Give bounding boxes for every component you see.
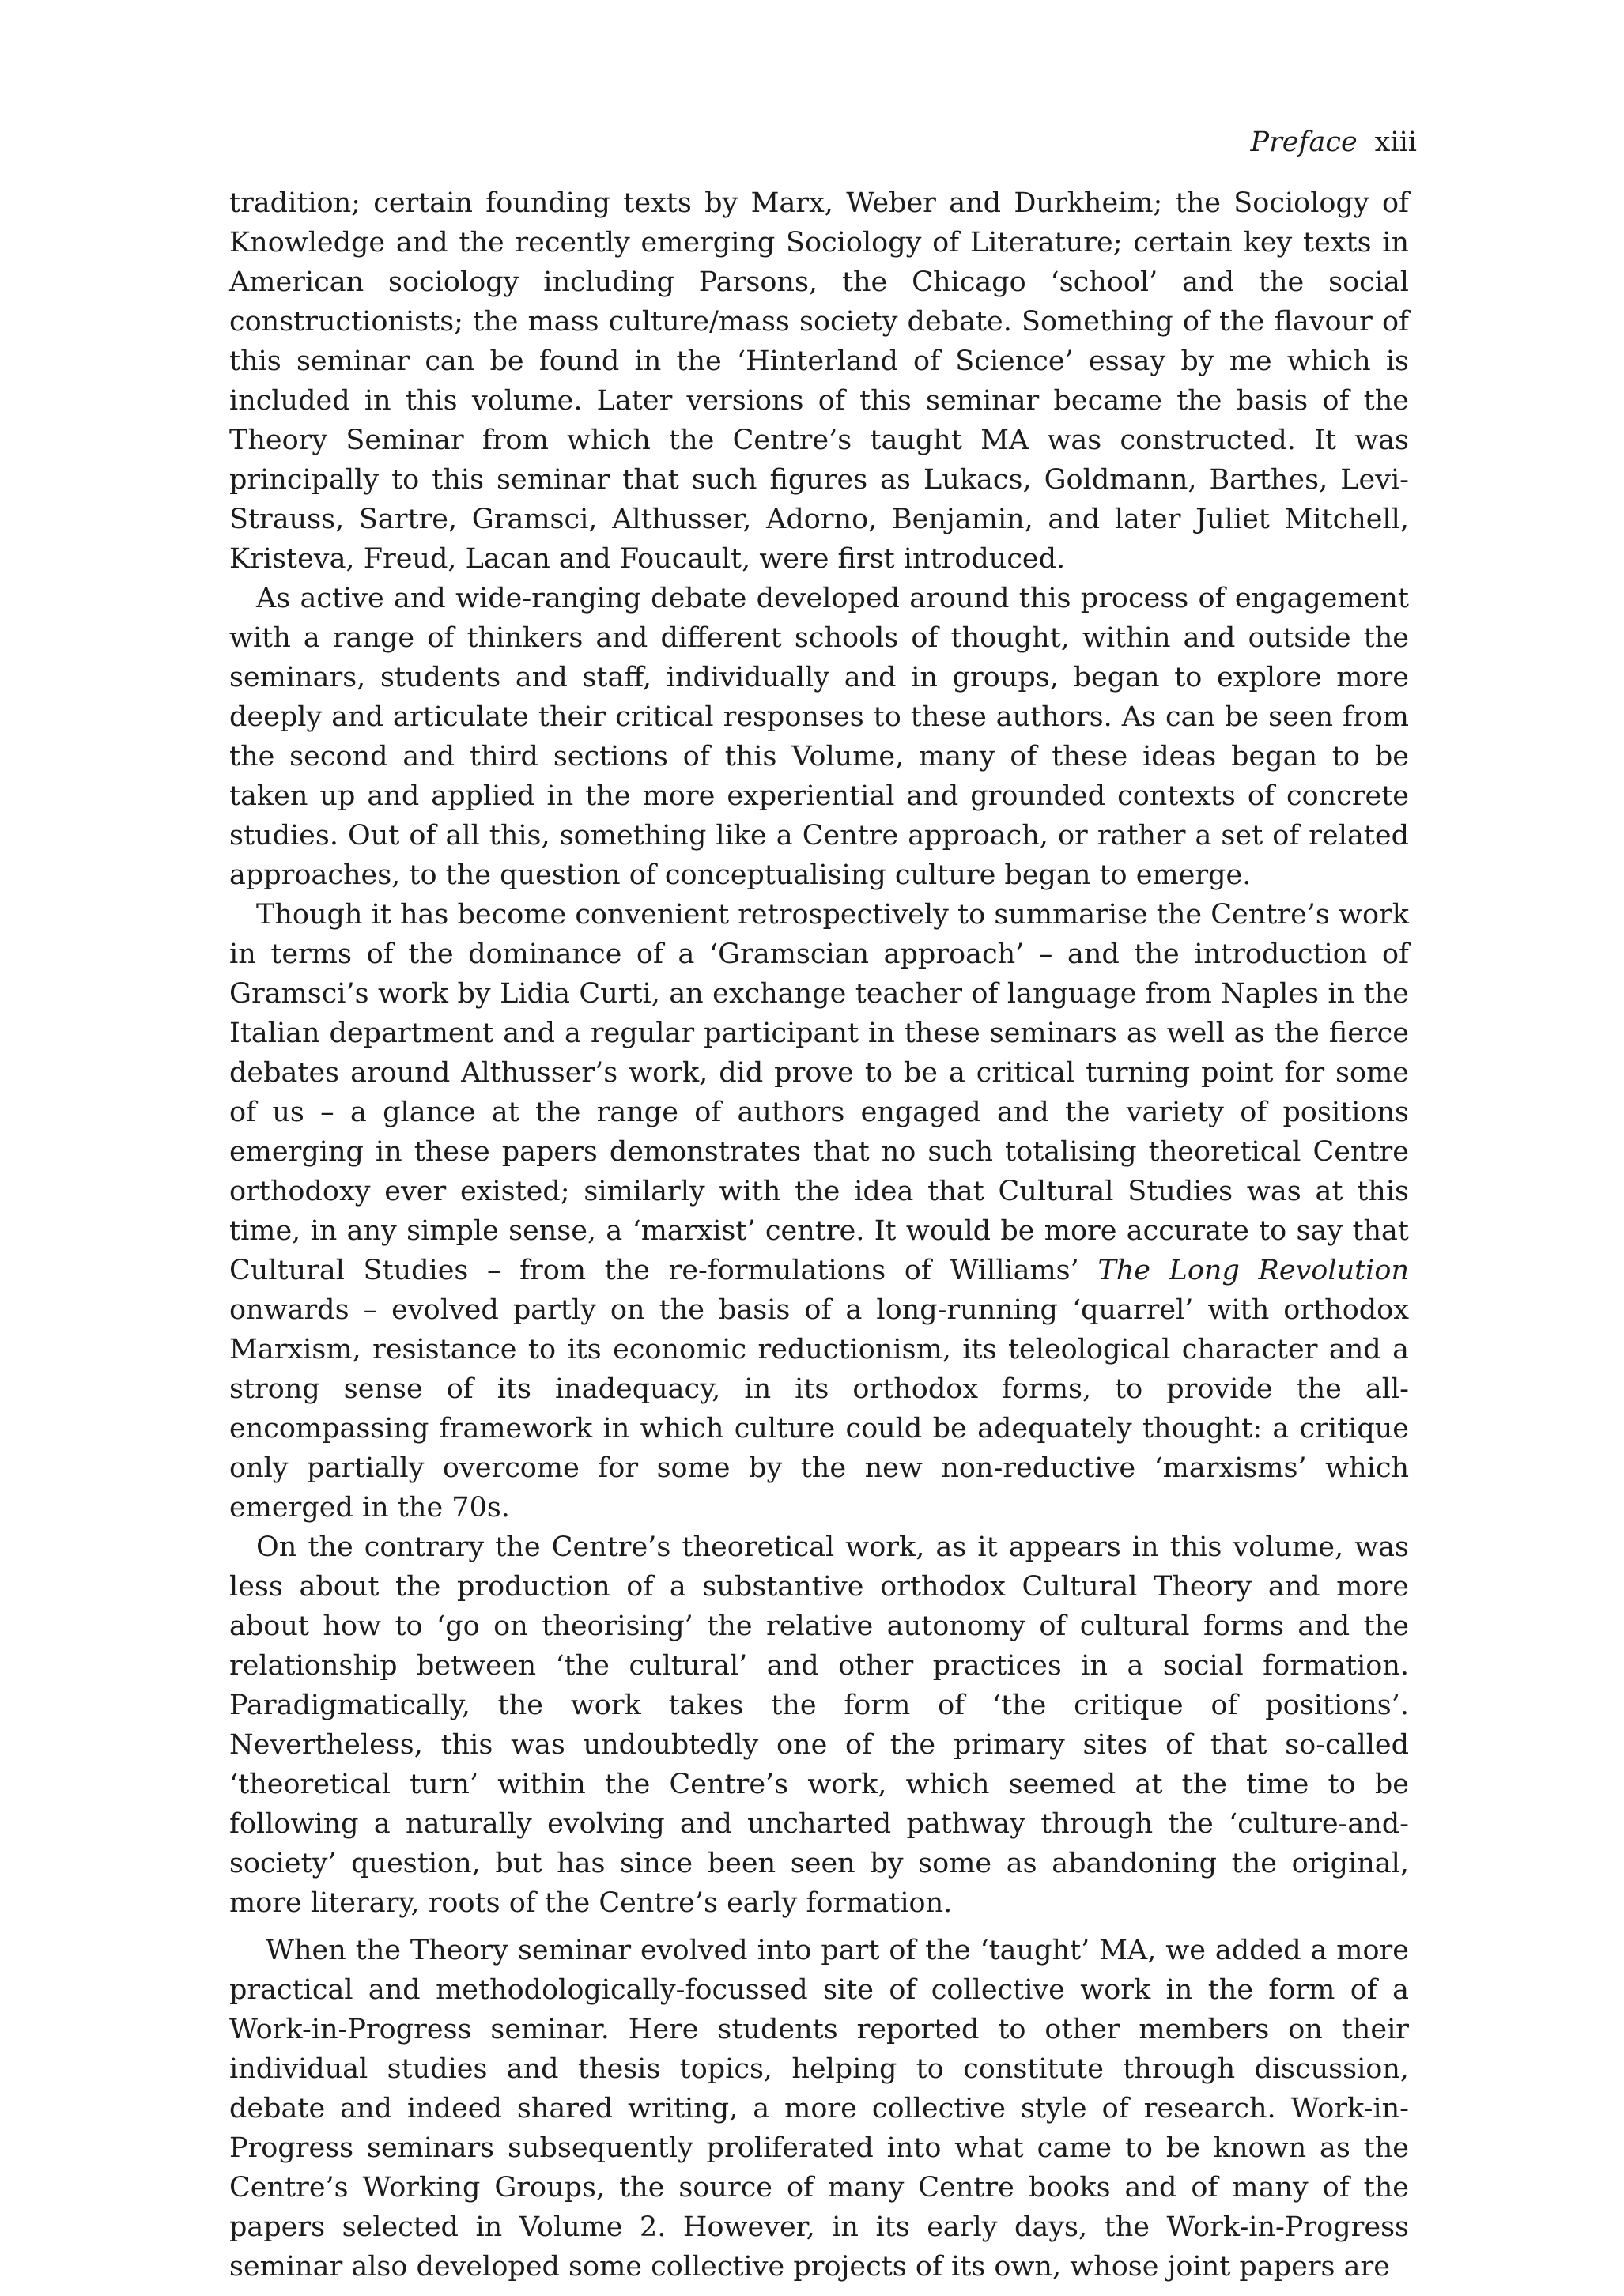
book-title-long-revolution: The Long Revolution	[1097, 1255, 1409, 1286]
paragraph-3-part-1: Though it has become convenient retrospectively to summarise the Centre’s work in terms of the dominance of a ‘Gramscian approach’ – and the introduction of Gramsci’s work by Lidia Curti, an exchange teacher of language from Naples in the Italian department and a regular participant in these seminars as well as the fierce debates around Althusser’s work, did prove to be a critical turning point for some of us – a glance at the range of authors engaged and the variety of positions emerging in these papers demonstrates that no such totalising theoretical Centre orthodoxy ever existed; similarly with the idea that Cultural Studies was at this time, in any simple sense, a ‘marxist’ centre. It would be more accurate to say that Cultural Studies – from the re-formulations of Williams’	[229, 899, 1409, 1286]
paragraph-5: When the Theory seminar evolved into part of the ‘taught’ MA, we added a more practical and methodologically-focussed site of collective work in the form of a Work-in-Progress seminar. Here students reported to other members on their individual studies and thesis topics, helping to constitute through discussion, debate and indeed shared writing, a more collective style of research. Work-in-Progress seminars subsequently proliferated into what came to be known as the Centre’s Working Groups, the source of many Centre books and of many of the papers selected in Volume 2. However, in its early days, the Work-in-Progress seminar also developed some collective projects of its own, whose joint papers are	[229, 1935, 1409, 2283]
running-head	[1251, 127, 1417, 158]
paragraph-2: As active and wide-ranging debate developed around this process of engagement with a range of thinkers and different schools of thought, within and outside the seminars, students and staff, individually and in groups, began to explore more deeply and articulate their critical responses to these authors. As can be seen from the second and third sections of this Volume, many of these ideas began to be taken up and applied in the more experiential and grounded contexts of concrete studies. Out of all this, something like a Centre approach, or rather a set of related approaches, to the question of conceptualising culture began to emerge.	[229, 583, 1409, 891]
paragraph-4: On the contrary the Centre’s theoretical work, as it appears in this volume, was less about the production of a substantive orthodox Cultural Theory and more about how to ‘go on theorising’ the relative autonomy of cultural forms and the relationship between ‘the cultural’ and other practices in a social formation. Paradigmatically, the work takes the form of ‘the critique of positions’. Nevertheless, this was undoubtedly one of the primary sites of that so-called ‘theoretical turn’ within the Centre’s work, which seemed at the time to be following a naturally evolving and uncharted pathway through the ‘culture-and-society’ question, but has since been seen by some as abandoning the original, more literary, roots of the Centre’s early formation.	[229, 1531, 1409, 1919]
running-head-title: Preface	[1250, 127, 1358, 158]
paragraph-3	[229, 895, 1409, 1528]
body-text	[229, 183, 1409, 2287]
page-number: xiii	[1374, 127, 1417, 158]
paragraph-3-part-2: onwards – evolved partly on the basis of a long-running ‘quarrel’ with orthodox Marxism, resistance to its economic reductionism, its teleological character and a strong sense of its inadequacy, in its orthodox forms, to provide the all-encompassing framework in which culture could be adequately thought: a critique only partially overcome for some by the new non-reductive ‘marxisms’ which emerged in the 70s.	[229, 1294, 1409, 1524]
paragraph-1: tradition; certain founding texts by Marx, Weber and Durkheim; the Sociology of Knowledge and the recently emerging Sociology of Literature; certain key texts in American sociology including Parsons, the Chicago ‘school’ and the social constructionists; the mass culture/mass society debate. Something of the flavour of this seminar can be found in the ‘Hinterland of Science’ essay by me which is included in this volume. Later versions of this seminar became the basis of the Theory Seminar from which the Centre’s taught MA was constructed. It was principally to this seminar that such figures as Lukacs, Goldmann, Barthes, Levi-Strauss, Sartre, Gramsci, Althusser, Adorno, Benjamin, and later Juliet Mitchell, Kristeva, Freud, Lacan and Foucault, were first introduced.	[229, 187, 1409, 575]
